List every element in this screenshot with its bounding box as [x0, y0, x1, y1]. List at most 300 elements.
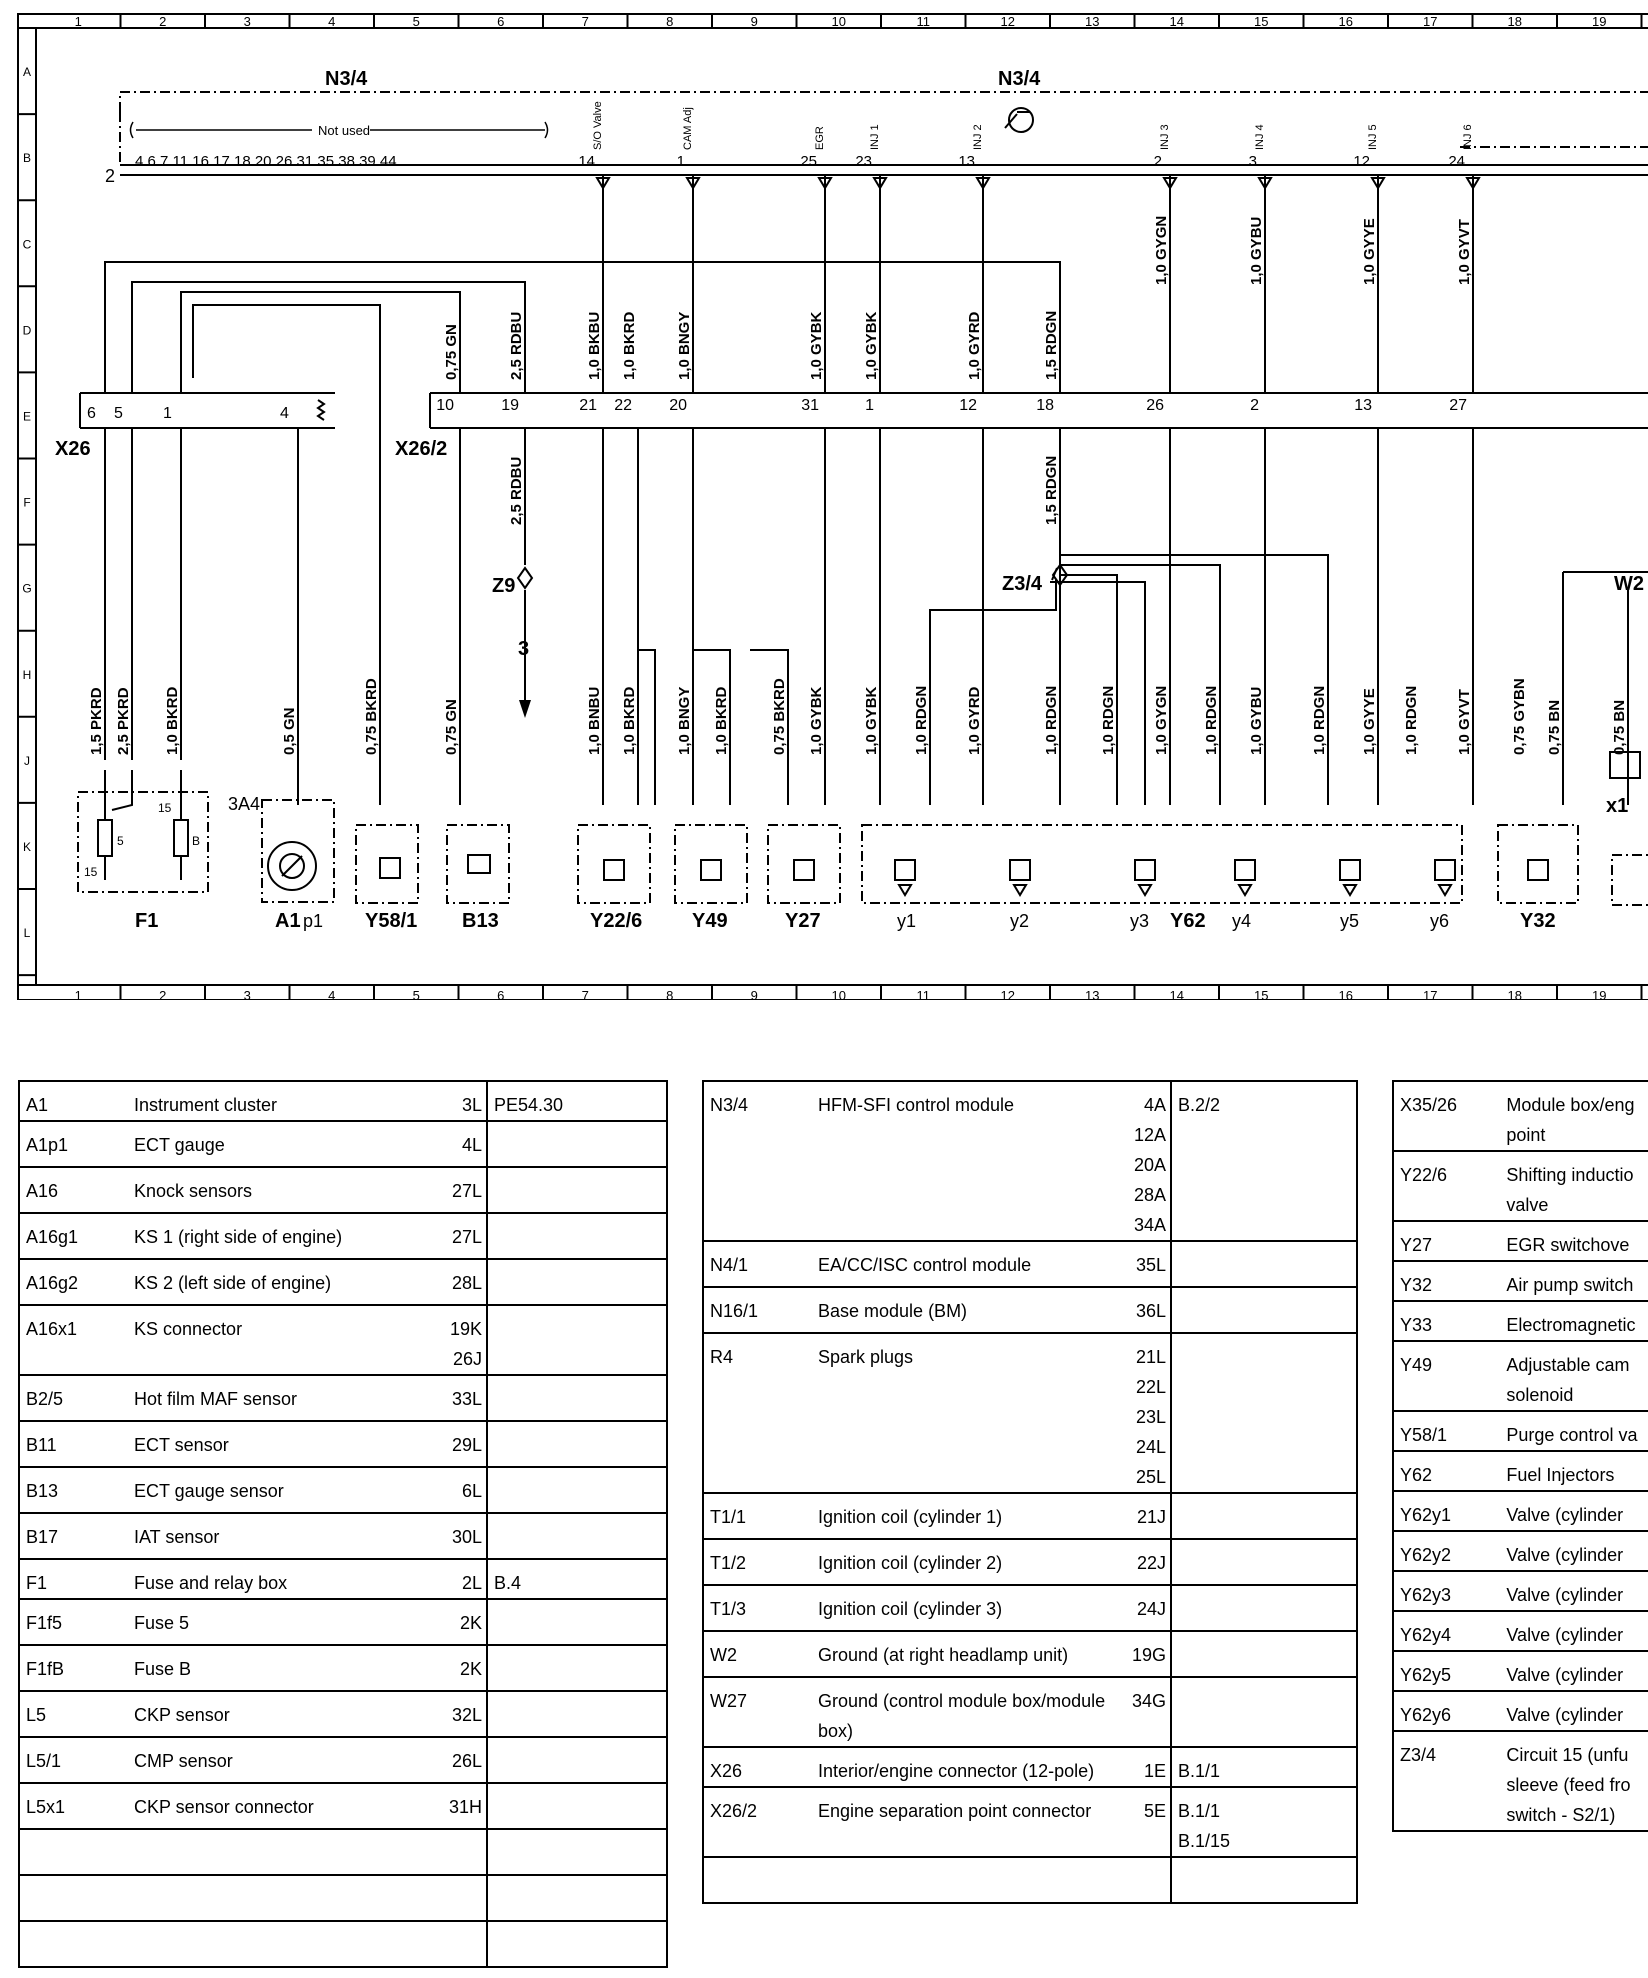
legend-cell-loc: 2K — [438, 1599, 487, 1645]
n34-pin-name: INJ 6 — [1462, 124, 1474, 150]
y581-label: Y58/1 — [365, 910, 418, 932]
wire-label-bottom: 1,0 GYBU — [1248, 686, 1265, 755]
wire-label-group — [88, 216, 1628, 755]
grid-col-8-top: 8 — [666, 14, 674, 29]
legend-cell-loc: 21L 22L 23L 24L 25L — [1122, 1333, 1171, 1493]
grid-col-13-bottom: 13 — [1085, 988, 1100, 1000]
grid-col-14-bottom: 14 — [1169, 988, 1184, 1000]
legend-cell-code: L5/1 — [19, 1737, 130, 1783]
legend-cell-code: B13 — [19, 1467, 130, 1513]
injector-valve-icon — [1235, 860, 1255, 880]
n34-pin-number: 1 — [676, 153, 685, 170]
legend-cell-loc: 29L — [438, 1421, 487, 1467]
valve-y226-icon — [604, 860, 624, 880]
n34-pin-number: 23 — [855, 153, 872, 170]
legend-cell-desc: Fuel Injectors — [1502, 1451, 1648, 1491]
y62-label: Y62 — [1170, 910, 1206, 932]
legend-cell-ref: B.1/1 — [1171, 1747, 1357, 1787]
legend-cell-code: X26/2 — [703, 1787, 814, 1857]
grid-col-6-bottom: 6 — [497, 988, 505, 1000]
grid-col-11-bottom: 11 — [916, 988, 930, 1000]
legend-cell-desc: ECT gauge sensor — [130, 1467, 438, 1513]
legend-cell-code: Y32 — [1393, 1261, 1502, 1301]
legend-cell-loc: 32L — [438, 1691, 487, 1737]
wire-label-mid: 1,0 BKBU — [586, 311, 603, 380]
x26-pin-group — [87, 400, 324, 422]
wire-label-bottom: 1,0 RDGN — [913, 685, 930, 755]
legend-cell-loc: 3L — [438, 1081, 487, 1121]
x262-pin-number: 21 — [579, 397, 597, 414]
legend-row — [703, 1539, 1357, 1585]
x26-pin-number: 5 — [114, 405, 123, 422]
grid-col-12-bottom: 12 — [1000, 988, 1015, 1000]
valve-y581-icon — [380, 858, 400, 878]
b13-box — [447, 825, 509, 903]
f1-pin-15-a: 15 — [158, 801, 172, 815]
legend-cell-ref — [487, 1305, 667, 1375]
legend-cell-desc: Knock sensors — [130, 1167, 438, 1213]
legend-cell-desc: Ignition coil (cylinder 2) — [814, 1539, 1122, 1585]
legend-cell-desc: Valve (cylinder — [1502, 1611, 1648, 1651]
legend-row — [1393, 1651, 1648, 1691]
grid-col-19-bottom: 19 — [1592, 988, 1607, 1000]
legend-row — [19, 1559, 667, 1599]
legend-row — [1393, 1081, 1648, 1151]
wire-label-mid: 1,0 BNGY — [676, 311, 693, 380]
legend-row — [19, 1081, 667, 1121]
legend-cell-code: Z3/4 — [1393, 1731, 1502, 1831]
wire-label-mid: 1,0 GYBK — [863, 311, 880, 380]
grid-col-10-bottom: 10 — [831, 988, 846, 1000]
wire-label-top: 1,0 GYYE — [1361, 218, 1378, 285]
legend-cell-desc: Fuse and relay box — [130, 1559, 438, 1599]
legend-cell-code: F1 — [19, 1559, 130, 1599]
legend-cell-desc — [130, 1829, 438, 1875]
legend-row — [703, 1631, 1357, 1677]
legend-cell-loc: 4A 12A 20A 28A 34A — [1122, 1081, 1171, 1241]
legend-row — [19, 1783, 667, 1829]
n34-pin-name: INJ 3 — [1159, 124, 1171, 150]
legend-cell-ref: PE54.30 — [494, 1095, 564, 1115]
valve-y32-icon — [1528, 860, 1548, 880]
legend-cell-desc: Module box/eng point — [1506, 1095, 1635, 1145]
x262-pin-number: 10 — [436, 397, 454, 414]
wire-label-bottom: 0,75 BN — [1611, 699, 1628, 755]
legend-cell-code: N3/4 — [710, 1095, 749, 1115]
injector-valve-icon — [1340, 860, 1360, 880]
x262-pin-number: 20 — [669, 397, 687, 414]
wire-label-bottom: 0,75 GYBN — [1511, 678, 1528, 755]
legend-cell-desc: KS connector — [130, 1305, 438, 1375]
legend-cell-code: T1/2 — [703, 1539, 814, 1585]
wire-label-top: 1,0 GYBU — [1248, 216, 1265, 285]
legend-cell-ref — [487, 1375, 667, 1421]
legend-cell-desc — [130, 1875, 438, 1921]
legend-cell-loc: 36L — [1122, 1287, 1171, 1333]
legend-cell-desc: Ground (control module box/module box) — [814, 1677, 1122, 1747]
wire-label-mid: 1,0 GYRD — [966, 311, 983, 380]
grid-col-16-bottom: 16 — [1338, 988, 1353, 1000]
legend-row — [19, 1167, 667, 1213]
legend-row — [1393, 1491, 1648, 1531]
legend-cell-desc: Interior/engine connector (12-pole) — [814, 1747, 1122, 1787]
y27-label: Y27 — [785, 910, 821, 932]
legend-cell-loc: 30L — [438, 1513, 487, 1559]
grid-col-8-bottom: 8 — [666, 988, 674, 1000]
legend-cell-loc: 5E — [1122, 1787, 1171, 1857]
f1-label: F1 — [135, 910, 159, 932]
y5-label: y5 — [1340, 911, 1360, 931]
y49-box — [675, 825, 747, 903]
legend-cell-desc: Circuit 15 (unfu sleeve (feed fro switch - S2/1) — [1502, 1731, 1648, 1831]
legend-cell-desc: Adjustable cam solenoid — [1502, 1341, 1648, 1411]
legend-cell-code: N16/1 — [703, 1287, 814, 1333]
legend-row — [1393, 1571, 1648, 1611]
y62-box — [862, 825, 1462, 903]
wire-label-bottom: 1,0 RDGN — [1311, 685, 1328, 755]
legend-cell-desc: HFM-SFI control module — [818, 1095, 1015, 1115]
legend-table-1 — [18, 1080, 668, 1968]
legend-cell-code: Y27 — [1393, 1221, 1502, 1261]
legend-cell-desc: CKP sensor connector — [130, 1783, 438, 1829]
n34-pin-number: 24 — [1448, 153, 1465, 170]
y2-label: y2 — [1010, 911, 1030, 931]
legend-cell-ref — [487, 1213, 667, 1259]
grid-col-14-top: 14 — [1169, 14, 1184, 29]
n34-pin-name: INJ 1 — [869, 124, 881, 150]
y6-label: y6 — [1430, 911, 1450, 931]
wire-label-bottom: 1,0 BKRD — [713, 686, 730, 755]
legend-cell-ref — [487, 1875, 667, 1921]
legend-cell-code: Y62y2 — [1393, 1531, 1502, 1571]
legend-cell-code — [19, 1875, 130, 1921]
grid-row-K: K — [22, 839, 32, 854]
a1p1-label: p1 — [303, 911, 324, 931]
x262-pin-number: 13 — [1354, 397, 1372, 414]
legend-cell-code: R4 — [703, 1333, 814, 1493]
legend-cell-ref — [487, 1421, 667, 1467]
legend-cell-desc: Purge control va — [1502, 1411, 1648, 1451]
n34-pin-number: 12 — [1353, 153, 1370, 170]
n34-pin-name: CAM Adj — [682, 107, 694, 150]
z9-ref: 3 — [518, 638, 530, 660]
legend-cell-code: X26 — [703, 1747, 814, 1787]
legend-cell-loc: 22J — [1122, 1539, 1171, 1585]
legend-cell-code: Y62 — [1393, 1451, 1502, 1491]
grid-col-7-top: 7 — [581, 14, 589, 29]
legend-cell-code: A16x1 — [19, 1305, 130, 1375]
grid-col-3-bottom: 3 — [243, 988, 251, 1000]
wire-label-mid: 0,75 GN — [443, 324, 460, 380]
legend-row — [19, 1513, 667, 1559]
legend-cell-ref — [1171, 1493, 1357, 1539]
fuse-b-icon — [174, 820, 188, 856]
legend-cell-loc: 4L — [438, 1121, 487, 1167]
legend-cell-loc — [1122, 1857, 1171, 1903]
legend-cell-desc: EA/CC/ISC control module — [814, 1241, 1122, 1287]
legend-cell-code: Y58/1 — [1393, 1411, 1502, 1451]
legend-cell-desc: ECT gauge — [130, 1121, 438, 1167]
legend-cell-desc: Valve (cylinder — [1502, 1651, 1648, 1691]
x262-pin-number: 19 — [501, 397, 519, 414]
legend-row — [1393, 1301, 1648, 1341]
valve-y49-icon — [701, 860, 721, 880]
wire-label-lower: 2,5 RDBU — [508, 456, 525, 525]
wire-label-bottom: 0,5 GN — [281, 707, 298, 755]
legend-cell-code — [19, 1921, 130, 1967]
legend-cell-code — [19, 1829, 130, 1875]
legend-cell-ref — [487, 1783, 667, 1829]
legend-cell-ref: B.2/2 — [1178, 1095, 1221, 1115]
injector-valve-icon — [1135, 860, 1155, 880]
legend-cell-loc: 27L — [438, 1213, 487, 1259]
grid-col-16-top: 16 — [1338, 14, 1353, 29]
y32-box — [1498, 825, 1578, 903]
x262-pin-number: 31 — [801, 397, 819, 414]
legend-cell-code: B17 — [19, 1513, 130, 1559]
wire-label-bottom: 1,0 RDGN — [1100, 685, 1117, 755]
n34-pin-name: S/O Valve — [592, 101, 604, 150]
y226-box — [578, 825, 650, 903]
wire-label-bottom: 1,0 GYGN — [1153, 685, 1170, 755]
wire-label-bottom: 0,75 BKRD — [771, 678, 788, 755]
legend-cell-ref — [487, 1829, 667, 1875]
legend-cell-loc: 6L — [438, 1467, 487, 1513]
x26-label: X26 — [55, 438, 91, 460]
wire-label-bottom: 1,0 GYBK — [808, 686, 825, 755]
legend-cell-loc — [438, 1875, 487, 1921]
legend-cell-desc — [814, 1857, 1122, 1903]
wire-label-bottom: 1,0 GYVT — [1456, 689, 1473, 755]
legend-cell-loc: 19K 26J — [438, 1305, 487, 1375]
legend-cell-code: L5x1 — [19, 1783, 130, 1829]
grid-col-19-top: 19 — [1592, 14, 1607, 29]
legend-row — [19, 1921, 667, 1967]
legend-cell-desc: Shifting inductio valve — [1502, 1151, 1648, 1221]
legend-cell-desc: Spark plugs — [814, 1333, 1122, 1493]
legend-cell-code: F1f5 — [19, 1599, 130, 1645]
legend-row — [19, 1213, 667, 1259]
legend-cell-code: A16g2 — [19, 1259, 130, 1305]
legend-cell-loc: 27L — [438, 1167, 487, 1213]
y32-label: Y32 — [1520, 910, 1556, 932]
y226-label: Y22/6 — [590, 910, 643, 932]
legend-table-2 — [702, 1080, 1358, 1904]
legend-cell-desc: KS 2 (left side of engine) — [130, 1259, 438, 1305]
grid-row-C: C — [22, 237, 32, 252]
grid-col-13-top: 13 — [1085, 14, 1100, 29]
legend-cell-code: W27 — [703, 1677, 814, 1747]
legend-cell-desc: EGR switchove — [1502, 1221, 1648, 1261]
x26-pin-number: 1 — [163, 405, 172, 422]
legend-row — [1393, 1151, 1648, 1221]
grid-col-1-top: 1 — [74, 14, 82, 29]
legend-cell-ref — [1171, 1677, 1357, 1747]
legend-cell-code: B2/5 — [19, 1375, 130, 1421]
n34-pin-2: 2 — [105, 166, 116, 186]
legend-cell-ref: B.4 — [487, 1559, 667, 1599]
legend-cell-ref — [1171, 1287, 1357, 1333]
z34-label: Z3/4 — [1002, 573, 1043, 595]
legend-row — [1393, 1731, 1648, 1831]
legend-row — [19, 1599, 667, 1645]
legend-row — [1393, 1611, 1648, 1651]
wire-label-top: 1,0 GYVT — [1456, 219, 1473, 285]
grid-col-12-top: 12 — [1000, 14, 1015, 29]
grid-col-17-top: 17 — [1423, 14, 1438, 29]
legend-cell-desc: Ground (at right headlamp unit) — [814, 1631, 1122, 1677]
legend-cell-code: Y62y1 — [1393, 1491, 1502, 1531]
legend-cell-ref — [487, 1645, 667, 1691]
legend-cell-desc: Engine separation point connector — [814, 1787, 1122, 1857]
fuse-5-label: 5 — [117, 834, 124, 848]
injector-valve-icon — [895, 860, 915, 880]
grid-col-9-top: 9 — [750, 14, 758, 29]
wire-label-mid: 1,0 BKRD — [621, 311, 638, 380]
grid-col-9-bottom: 9 — [750, 988, 758, 1000]
x262-pin-number: 1 — [865, 397, 874, 414]
legend-cell-loc: 35L — [1122, 1241, 1171, 1287]
legend-cell-desc — [130, 1921, 438, 1967]
valve-y27-icon — [794, 860, 814, 880]
n34-pin-number: 14 — [578, 153, 595, 170]
x262-label: X26/2 — [395, 438, 448, 460]
legend-cell-ref — [487, 1691, 667, 1737]
sensor-b13-icon — [468, 855, 490, 873]
n34-pin-name: INJ 2 — [972, 124, 984, 150]
fuse-5-icon — [98, 820, 112, 856]
wire-label-mid: 1,0 GYBK — [808, 311, 825, 380]
legend-row — [19, 1691, 667, 1737]
z9-label: Z9 — [492, 575, 516, 597]
legend-cell-ref — [487, 1467, 667, 1513]
legend-row — [703, 1857, 1357, 1903]
wire-label-bottom: 1,0 BKRD — [621, 686, 638, 755]
legend-cell-code: W2 — [703, 1631, 814, 1677]
legend-row — [19, 1259, 667, 1305]
legend-cell-ref — [487, 1121, 667, 1167]
legend-row — [1393, 1261, 1648, 1301]
legend-cell-code: L5 — [19, 1691, 130, 1737]
legend-row — [1393, 1691, 1648, 1731]
legend-cell-desc: Instrument cluster — [134, 1095, 278, 1115]
legend-cell-loc — [438, 1829, 487, 1875]
grid-col-5-top: 5 — [412, 14, 420, 29]
f1-pin-15-b: 15 — [84, 865, 98, 879]
legend-cell-loc: 21J — [1122, 1493, 1171, 1539]
legend-cell-code: T1/1 — [703, 1493, 814, 1539]
legend-cell-ref — [487, 1921, 667, 1967]
legend-row — [1393, 1451, 1648, 1491]
y27-box — [768, 825, 840, 903]
legend-cell-desc: KS 1 (right side of engine) — [130, 1213, 438, 1259]
legend-cell-desc: IAT sensor — [130, 1513, 438, 1559]
w2-label: W2 — [1614, 573, 1644, 595]
legend-cell-loc: 1E — [1122, 1747, 1171, 1787]
grid-row-labels — [18, 65, 36, 975]
legend-cell-code: Y62y6 — [1393, 1691, 1502, 1731]
legend-cell-ref — [487, 1259, 667, 1305]
grid-col-6-top: 6 — [497, 14, 505, 29]
n34-pin-number: 25 — [800, 153, 817, 170]
legend-row — [703, 1585, 1357, 1631]
legend-row — [703, 1747, 1357, 1787]
x1-label: x1 — [1606, 795, 1629, 817]
grid-col-5-bottom: 5 — [412, 988, 420, 1000]
x262-pin-number: 12 — [959, 397, 977, 414]
x262-pin-number: 27 — [1449, 397, 1467, 414]
legend-cell-ref — [1171, 1539, 1357, 1585]
legend-cell-code: N4/1 — [703, 1241, 814, 1287]
legend-row — [19, 1875, 667, 1921]
grid-col-3-top: 3 — [243, 14, 251, 29]
grid-col-4-top: 4 — [328, 14, 336, 29]
legend-row — [1393, 1221, 1648, 1261]
legend-cell-ref — [1171, 1585, 1357, 1631]
grid-col-2-top: 2 — [159, 14, 167, 29]
grid-row-E: E — [22, 409, 32, 424]
arrow-down-icon — [519, 700, 531, 718]
grid-col-10-top: 10 — [831, 14, 846, 29]
legend-cell-desc: Ignition coil (cylinder 3) — [814, 1585, 1122, 1631]
legend-row — [19, 1121, 667, 1167]
legend-cell-desc: ECT sensor — [130, 1421, 438, 1467]
legend-cell-loc: 34G — [1122, 1677, 1171, 1747]
legend-cell-desc: Electromagnetic — [1502, 1301, 1648, 1341]
grid-row-G: G — [22, 581, 32, 596]
grid-col-15-bottom: 15 — [1254, 988, 1269, 1000]
wire-label-mid: 1,5 RDGN — [1043, 310, 1060, 380]
grid-row-B: B — [22, 151, 32, 166]
wire-label-bottom: 1,5 PKRD — [88, 687, 105, 755]
grid-row-H: H — [22, 667, 32, 682]
legend-cell-code — [703, 1857, 814, 1903]
grid-col-4-bottom: 4 — [328, 988, 336, 1000]
legend-row — [19, 1737, 667, 1783]
legend-row — [703, 1287, 1357, 1333]
grid-col-2-bottom: 2 — [159, 988, 167, 1000]
legend-table-3 — [1392, 1080, 1648, 1832]
wire-label-bottom: 1,0 GYBK — [863, 686, 880, 755]
legend-cell-code: X35/26 — [1400, 1095, 1458, 1115]
x262-pin-number: 26 — [1146, 397, 1164, 414]
legend-row — [19, 1421, 667, 1467]
legend-cell-loc — [438, 1921, 487, 1967]
legend-cell-desc: CMP sensor — [130, 1737, 438, 1783]
a1-ref: 3A4 — [228, 794, 261, 814]
grid-row-J: J — [24, 753, 30, 768]
legend-cell-ref — [1171, 1857, 1357, 1903]
wire-label-bottom: 1,0 RDGN — [1203, 685, 1220, 755]
grid-col-7-bottom: 7 — [581, 988, 589, 1000]
y581-box — [356, 825, 418, 903]
legend-cell-code: F1fB — [19, 1645, 130, 1691]
legend-cell-desc: Ignition coil (cylinder 1) — [814, 1493, 1122, 1539]
grid-row-A: A — [22, 65, 32, 80]
legend-cell-ref — [487, 1167, 667, 1213]
wire-label-bottom: 1,0 RDGN — [1403, 685, 1420, 755]
legend-row — [19, 1645, 667, 1691]
legend-cell-loc: 26L — [438, 1737, 487, 1783]
n34-module-boundary — [120, 92, 1648, 112]
y49-label: Y49 — [692, 910, 728, 932]
legend-cell-desc: Base module (BM) — [814, 1287, 1122, 1333]
n34-pin-number: 3 — [1248, 153, 1257, 170]
legend-cell-ref — [487, 1737, 667, 1783]
wire-label-bottom: 1,0 GYYE — [1361, 688, 1378, 755]
injector-valve-icon — [1010, 860, 1030, 880]
n34-pin-name: EGR — [814, 126, 826, 150]
